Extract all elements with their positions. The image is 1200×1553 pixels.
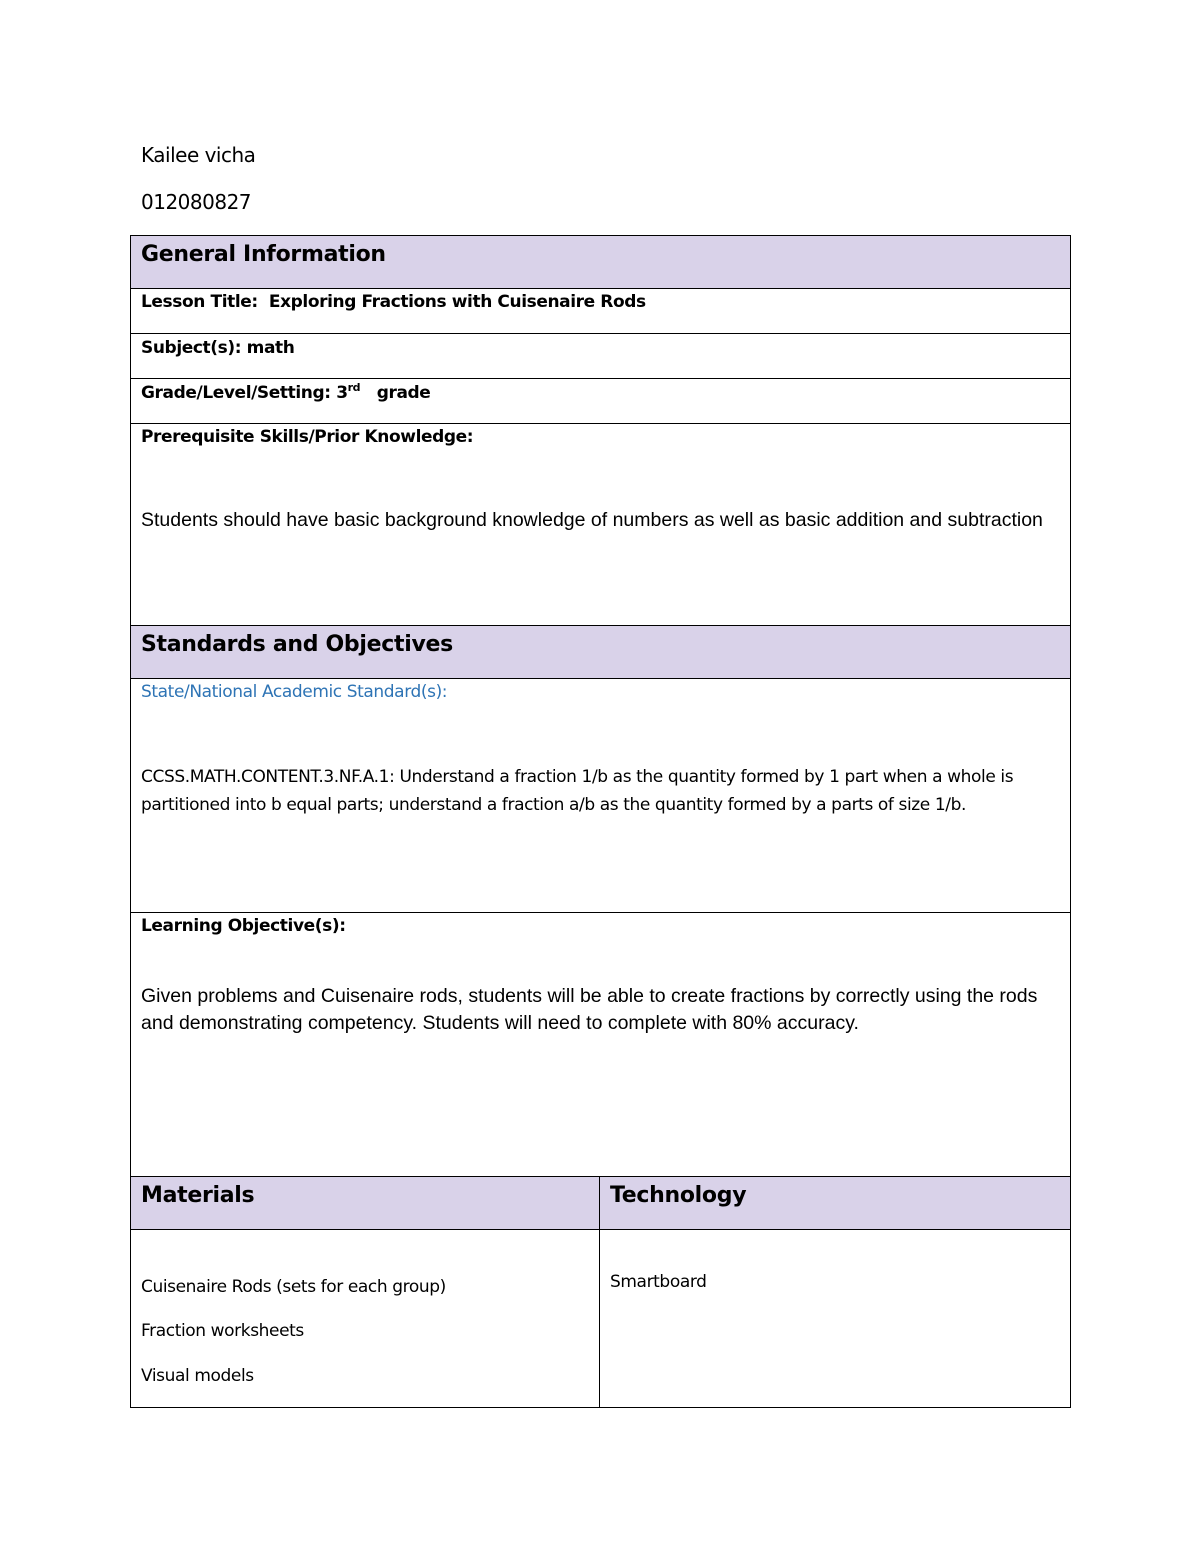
materials-technology-header-row — [131, 1177, 1071, 1230]
materials-heading: Materials — [131, 1177, 600, 1230]
lesson-title-value: Exploring Fractions with Cuisenaire Rods — [268, 292, 646, 312]
standard-text: Understand a fraction 1/b as the quantity formed by 1 part when a whole is partitioned into b equal parts; understand a fraction a/b as the quantity formed by a parts of size 1/b. — [141, 767, 1014, 815]
general-information-header-row — [131, 236, 1071, 289]
materials-item-visual-models: Visual models — [141, 1366, 254, 1386]
grade-number: 3 — [336, 383, 348, 403]
standards-cell — [131, 679, 1071, 913]
grade-suffix: rd — [347, 381, 361, 394]
subjects-value: math — [246, 338, 295, 358]
technology-cell — [600, 1230, 1071, 1408]
technology-item-smartboard: Smartboard — [610, 1272, 707, 1292]
subjects-label: Subject(s): — [141, 338, 242, 358]
prerequisite-row — [131, 424, 1071, 626]
standards-header-row — [131, 626, 1071, 679]
lesson-title-cell — [131, 289, 1071, 334]
general-information-heading: General Information — [131, 236, 1071, 289]
student-name: Kailee vicha — [141, 143, 256, 167]
standard-code: CCSS.MATH.CONTENT.3.NF.A.1: — [141, 767, 395, 787]
lesson-title-row — [131, 289, 1071, 334]
standard-statement — [141, 763, 1060, 819]
prerequisite-text: Students should have basic background knowledge of numbers as well as basic addition and subtraction — [141, 509, 1043, 531]
technology-heading: Technology — [600, 1177, 1071, 1230]
lesson-plan-table — [130, 235, 1071, 1408]
grade-row — [131, 379, 1071, 424]
subjects-cell — [131, 334, 1071, 379]
grade-word: grade — [376, 383, 431, 403]
materials-cell — [131, 1230, 600, 1408]
objectives-label: Learning Objective(s): — [141, 916, 346, 936]
materials-item-worksheets: Fraction worksheets — [141, 1321, 304, 1341]
standards-label: State/National Academic Standard(s): — [141, 682, 448, 702]
grade-cell — [131, 379, 1071, 424]
objectives-text: Given problems and Cuisenaire rods, students will be able to create fractions by correctly using the rods and demonstrating competency. Students will need to complete with 80% accuracy. — [141, 985, 1038, 1034]
objectives-row — [131, 913, 1071, 1177]
materials-item-rods: Cuisenaire Rods (sets for each group) — [141, 1277, 446, 1297]
grade-label: Grade/Level/Setting: — [141, 383, 331, 403]
standards-heading: Standards and Objectives — [131, 626, 1071, 679]
subjects-row — [131, 334, 1071, 379]
student-id: 012080827 — [141, 190, 252, 214]
lesson-title-label: Lesson Title: — [141, 292, 258, 312]
prerequisite-cell — [131, 424, 1071, 626]
objectives-cell — [131, 913, 1071, 1177]
prerequisite-label: Prerequisite Skills/Prior Knowledge: — [141, 427, 474, 447]
standards-row — [131, 679, 1071, 913]
materials-technology-row — [131, 1230, 1071, 1408]
